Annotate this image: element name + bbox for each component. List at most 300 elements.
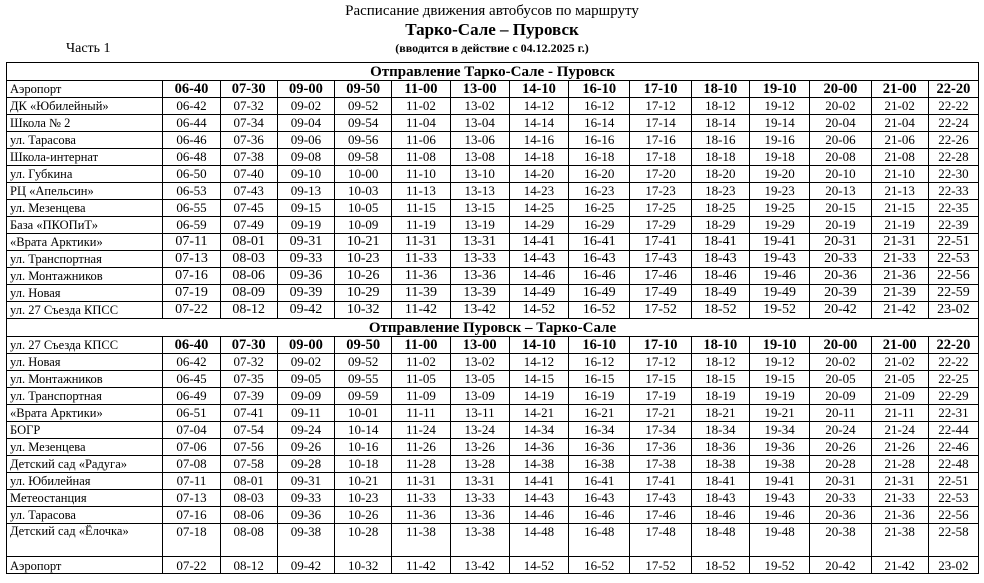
departure-time: 09-36 — [277, 268, 334, 285]
departure-time: 21-26 — [871, 439, 928, 456]
departure-time: 18-43 — [691, 490, 749, 507]
departure-time: 11-09 — [392, 388, 450, 405]
stop-name: ул. Губкина — [7, 166, 163, 183]
departure-time: 07-13 — [163, 251, 220, 268]
departure-time: 07-04 — [163, 422, 220, 439]
departure-time: 14-52 — [509, 557, 568, 574]
departure-time: 09-42 — [277, 557, 334, 574]
departure-time: 13-08 — [450, 149, 509, 166]
departure-time: 14-25 — [509, 200, 568, 217]
stop-name: ул. Мезенцева — [7, 200, 163, 217]
departure-time: 13-31 — [450, 234, 509, 251]
departure-time: 06-40 — [163, 337, 220, 354]
departure-time: 14-20 — [509, 166, 568, 183]
stop-name: Аэропорт — [7, 81, 163, 98]
first-stop-row — [7, 81, 979, 98]
stop-row — [7, 132, 979, 149]
departure-time: 19-49 — [749, 285, 809, 302]
departure-time: 14-14 — [509, 115, 568, 132]
departure-time: 17-49 — [630, 285, 691, 302]
departure-time: 20-31 — [810, 473, 871, 490]
departure-time: 16-25 — [569, 200, 630, 217]
departure-time: 16-52 — [569, 302, 630, 319]
departure-time: 08-12 — [220, 302, 277, 319]
departure-time: 07-35 — [220, 371, 277, 388]
departure-time: 19-41 — [749, 234, 809, 251]
departure-time: 22-58 — [928, 524, 978, 557]
departure-time: 18-14 — [691, 115, 749, 132]
departure-time: 21-00 — [871, 81, 928, 98]
departure-time: 18-34 — [691, 422, 749, 439]
departure-time: 21-31 — [871, 234, 928, 251]
departure-time: 11-42 — [392, 557, 450, 574]
stop-row — [7, 166, 979, 183]
stop-name: ул. Юбилейная — [7, 473, 163, 490]
departure-time: 11-06 — [392, 132, 450, 149]
departure-time: 21-13 — [871, 183, 928, 200]
departure-time: 23-02 — [928, 557, 978, 574]
departure-time: 23-02 — [928, 302, 978, 319]
stop-row — [7, 268, 979, 285]
stop-row — [7, 115, 979, 132]
departure-time: 07-32 — [220, 98, 277, 115]
departure-time: 20-33 — [810, 251, 871, 268]
departure-time: 22-56 — [928, 507, 978, 524]
departure-time: 09-31 — [277, 473, 334, 490]
stop-row — [7, 354, 979, 371]
departure-time: 20-42 — [810, 302, 871, 319]
departure-time: 11-33 — [392, 490, 450, 507]
stop-row — [7, 557, 979, 574]
departure-time: 06-46 — [163, 132, 220, 149]
departure-time: 08-03 — [220, 251, 277, 268]
departure-time: 21-02 — [871, 98, 928, 115]
departure-time: 17-46 — [630, 268, 691, 285]
departure-time: 16-46 — [569, 268, 630, 285]
departure-time: 14-43 — [509, 490, 568, 507]
stop-name: ул. Тарасова — [7, 132, 163, 149]
stop-name: База «ПКОПиТ» — [7, 217, 163, 234]
departure-time: 20-36 — [810, 507, 871, 524]
departure-time: 09-28 — [277, 456, 334, 473]
departure-time: 13-09 — [450, 388, 509, 405]
departure-time: 17-29 — [630, 217, 691, 234]
departure-time: 21-04 — [871, 115, 928, 132]
departure-time: 17-20 — [630, 166, 691, 183]
departure-time: 09-33 — [277, 251, 334, 268]
departure-time: 22-20 — [928, 337, 978, 354]
departure-time: 13-31 — [450, 473, 509, 490]
stop-row — [7, 200, 979, 217]
departure-time: 16-12 — [569, 354, 630, 371]
departure-time: 09-00 — [277, 81, 334, 98]
departure-time: 08-12 — [220, 557, 277, 574]
departure-time: 11-02 — [392, 98, 450, 115]
departure-time: 09-08 — [277, 149, 334, 166]
departure-time: 11-33 — [392, 251, 450, 268]
departure-time: 16-43 — [569, 490, 630, 507]
departure-time: 22-44 — [928, 422, 978, 439]
departure-time: 09-05 — [277, 371, 334, 388]
departure-time: 21-11 — [871, 405, 928, 422]
departure-time: 16-36 — [569, 439, 630, 456]
departure-time: 16-14 — [569, 115, 630, 132]
departure-time: 19-21 — [749, 405, 809, 422]
departure-time: 17-38 — [630, 456, 691, 473]
departure-time: 17-12 — [630, 98, 691, 115]
departure-time: 07-22 — [163, 557, 220, 574]
departure-time: 07-54 — [220, 422, 277, 439]
stop-row — [7, 302, 979, 319]
section-header-row — [7, 63, 979, 81]
first-stop-row — [7, 337, 979, 354]
departure-time: 14-38 — [509, 456, 568, 473]
departure-time: 18-46 — [691, 268, 749, 285]
stop-row — [7, 251, 979, 268]
departure-time: 19-46 — [749, 507, 809, 524]
departure-time: 20-31 — [810, 234, 871, 251]
departure-time: 09-09 — [277, 388, 334, 405]
departure-time: 19-43 — [749, 251, 809, 268]
departure-time: 13-36 — [450, 507, 509, 524]
departure-time: 16-16 — [569, 132, 630, 149]
departure-time: 18-48 — [691, 524, 749, 557]
departure-time: 16-10 — [569, 81, 630, 98]
departure-time: 11-26 — [392, 439, 450, 456]
departure-time: 21-33 — [871, 490, 928, 507]
departure-time: 16-10 — [569, 337, 630, 354]
departure-time: 19-14 — [749, 115, 809, 132]
departure-time: 09-56 — [335, 132, 392, 149]
departure-time: 20-28 — [810, 456, 871, 473]
departure-time: 09-06 — [277, 132, 334, 149]
departure-time: 13-42 — [450, 557, 509, 574]
departure-time: 11-31 — [392, 473, 450, 490]
departure-time: 11-19 — [392, 217, 450, 234]
departure-time: 08-03 — [220, 490, 277, 507]
departure-time: 16-23 — [569, 183, 630, 200]
departure-time: 21-24 — [871, 422, 928, 439]
departure-time: 19-15 — [749, 371, 809, 388]
departure-time: 10-26 — [335, 268, 392, 285]
departure-time: 09-39 — [277, 285, 334, 302]
departure-time: 20-39 — [810, 285, 871, 302]
departure-time: 19-38 — [749, 456, 809, 473]
departure-time: 20-38 — [810, 524, 871, 557]
departure-time: 09-54 — [335, 115, 392, 132]
departure-time: 10-32 — [335, 557, 392, 574]
effective-date: (вводится в действие с 04.12.2025 г.) — [395, 41, 589, 55]
stop-name: ул. Новая — [7, 354, 163, 371]
departure-time: 14-15 — [509, 371, 568, 388]
departure-time: 13-15 — [450, 200, 509, 217]
departure-time: 06-40 — [163, 81, 220, 98]
departure-time: 06-42 — [163, 354, 220, 371]
departure-time: 14-23 — [509, 183, 568, 200]
departure-time: 10-05 — [335, 200, 392, 217]
departure-time: 07-36 — [220, 132, 277, 149]
departure-time: 09-59 — [335, 388, 392, 405]
departure-time: 22-39 — [928, 217, 978, 234]
departure-time: 07-18 — [163, 524, 220, 557]
departure-time: 11-05 — [392, 371, 450, 388]
departure-time: 11-24 — [392, 422, 450, 439]
departure-time: 13-24 — [450, 422, 509, 439]
departure-time: 10-00 — [335, 166, 392, 183]
departure-time: 10-16 — [335, 439, 392, 456]
stop-row — [7, 217, 979, 234]
departure-time: 18-25 — [691, 200, 749, 217]
departure-time: 14-12 — [509, 354, 568, 371]
departure-time: 20-42 — [810, 557, 871, 574]
departure-time: 09-10 — [277, 166, 334, 183]
departure-time: 07-30 — [220, 81, 277, 98]
departure-time: 11-11 — [392, 405, 450, 422]
stop-row — [7, 490, 979, 507]
departure-time: 10-18 — [335, 456, 392, 473]
departure-time: 17-21 — [630, 405, 691, 422]
departure-time: 07-16 — [163, 507, 220, 524]
stop-row — [7, 371, 979, 388]
route-name: Тарко-Сале – Пуровск — [405, 20, 579, 39]
stop-name: ул. Транспортная — [7, 251, 163, 268]
departure-time: 14-34 — [509, 422, 568, 439]
departure-time: 21-05 — [871, 371, 928, 388]
departure-time: 13-13 — [450, 183, 509, 200]
departure-time: 13-33 — [450, 251, 509, 268]
departure-time: 13-28 — [450, 456, 509, 473]
departure-time: 22-59 — [928, 285, 978, 302]
departure-time: 09-31 — [277, 234, 334, 251]
departure-time: 22-35 — [928, 200, 978, 217]
departure-time: 11-08 — [392, 149, 450, 166]
departure-time: 16-43 — [569, 251, 630, 268]
departure-time: 21-19 — [871, 217, 928, 234]
departure-time: 16-29 — [569, 217, 630, 234]
departure-time: 16-48 — [569, 524, 630, 557]
departure-time: 13-19 — [450, 217, 509, 234]
departure-time: 21-06 — [871, 132, 928, 149]
departure-time: 08-01 — [220, 473, 277, 490]
departure-time: 16-38 — [569, 456, 630, 473]
departure-time: 19-10 — [749, 81, 809, 98]
departure-time: 21-33 — [871, 251, 928, 268]
departure-time: 17-41 — [630, 473, 691, 490]
stop-row — [7, 473, 979, 490]
departure-time: 14-10 — [509, 337, 568, 354]
departure-time: 11-36 — [392, 268, 450, 285]
departure-time: 14-41 — [509, 473, 568, 490]
departure-time: 20-04 — [810, 115, 871, 132]
departure-time: 17-48 — [630, 524, 691, 557]
departure-time: 18-43 — [691, 251, 749, 268]
departure-time: 22-20 — [928, 81, 978, 98]
departure-time: 16-41 — [569, 234, 630, 251]
departure-time: 18-10 — [691, 337, 749, 354]
departure-time: 07-41 — [220, 405, 277, 422]
departure-time: 06-48 — [163, 149, 220, 166]
departure-time: 11-39 — [392, 285, 450, 302]
departure-time: 21-08 — [871, 149, 928, 166]
departure-time: 17-41 — [630, 234, 691, 251]
departure-time: 17-43 — [630, 251, 691, 268]
departure-time: 10-29 — [335, 285, 392, 302]
departure-time: 19-43 — [749, 490, 809, 507]
departure-time: 18-10 — [691, 81, 749, 98]
departure-time: 09-04 — [277, 115, 334, 132]
departure-time: 11-36 — [392, 507, 450, 524]
departure-time: 13-00 — [450, 337, 509, 354]
departure-time: 20-06 — [810, 132, 871, 149]
departure-time: 17-16 — [630, 132, 691, 149]
stop-name: ул. Монтажников — [7, 371, 163, 388]
departure-time: 22-48 — [928, 456, 978, 473]
departure-time: 09-42 — [277, 302, 334, 319]
departure-time: 09-15 — [277, 200, 334, 217]
section-header-row — [7, 319, 979, 337]
departure-time: 18-29 — [691, 217, 749, 234]
stop-name: ул. 27 Съезда КПСС — [7, 337, 163, 354]
departure-time: 17-23 — [630, 183, 691, 200]
departure-time: 16-12 — [569, 98, 630, 115]
departure-time: 19-12 — [749, 354, 809, 371]
departure-time: 09-26 — [277, 439, 334, 456]
departure-time: 11-15 — [392, 200, 450, 217]
departure-time: 21-36 — [871, 268, 928, 285]
departure-time: 07-34 — [220, 115, 277, 132]
departure-time: 21-10 — [871, 166, 928, 183]
departure-time: 06-50 — [163, 166, 220, 183]
stop-name: ул. Новая — [7, 285, 163, 302]
stop-row — [7, 149, 979, 166]
departure-time: 22-53 — [928, 251, 978, 268]
departure-time: 21-38 — [871, 524, 928, 557]
departure-time: 17-19 — [630, 388, 691, 405]
departure-time: 19-46 — [749, 268, 809, 285]
departure-time: 17-36 — [630, 439, 691, 456]
departure-time: 09-52 — [335, 98, 392, 115]
departure-time: 07-13 — [163, 490, 220, 507]
departure-time: 18-38 — [691, 456, 749, 473]
departure-time: 20-11 — [810, 405, 871, 422]
departure-time: 16-52 — [569, 557, 630, 574]
departure-time: 17-12 — [630, 354, 691, 371]
departure-time: 07-38 — [220, 149, 277, 166]
departure-time: 14-49 — [509, 285, 568, 302]
document-header — [0, 0, 984, 62]
departure-time: 13-02 — [450, 354, 509, 371]
departure-time: 18-12 — [691, 354, 749, 371]
departure-time: 13-33 — [450, 490, 509, 507]
departure-time: 21-15 — [871, 200, 928, 217]
stop-name: ДК «Юбилейный» — [7, 98, 163, 115]
departure-time: 22-22 — [928, 354, 978, 371]
departure-time: 21-36 — [871, 507, 928, 524]
stop-name: Метеостанция — [7, 490, 163, 507]
departure-time: 07-11 — [163, 234, 220, 251]
departure-time: 20-08 — [810, 149, 871, 166]
departure-time: 10-21 — [335, 234, 392, 251]
departure-time: 13-38 — [450, 524, 509, 557]
departure-time: 21-28 — [871, 456, 928, 473]
departure-time: 13-26 — [450, 439, 509, 456]
departure-time: 19-48 — [749, 524, 809, 557]
departure-time: 18-20 — [691, 166, 749, 183]
departure-time: 20-33 — [810, 490, 871, 507]
departure-time: 20-13 — [810, 183, 871, 200]
departure-time: 16-41 — [569, 473, 630, 490]
departure-time: 16-20 — [569, 166, 630, 183]
departure-time: 20-09 — [810, 388, 871, 405]
departure-time: 13-39 — [450, 285, 509, 302]
departure-time: 17-18 — [630, 149, 691, 166]
departure-time: 18-15 — [691, 371, 749, 388]
departure-time: 11-28 — [392, 456, 450, 473]
stop-row — [7, 507, 979, 524]
departure-time: 13-00 — [450, 81, 509, 98]
departure-time: 09-55 — [335, 371, 392, 388]
departure-time: 21-42 — [871, 302, 928, 319]
departure-time: 21-09 — [871, 388, 928, 405]
departure-time: 18-36 — [691, 439, 749, 456]
departure-time: 17-25 — [630, 200, 691, 217]
document-title: Расписание движения автобусов по маршруту — [345, 3, 639, 19]
departure-time: 07-39 — [220, 388, 277, 405]
departure-time: 11-04 — [392, 115, 450, 132]
stop-name: Школа-интернат — [7, 149, 163, 166]
departure-time: 18-21 — [691, 405, 749, 422]
stop-name: ул. Монтажников — [7, 268, 163, 285]
departure-time: 19-29 — [749, 217, 809, 234]
departure-time: 22-33 — [928, 183, 978, 200]
departure-time: 22-25 — [928, 371, 978, 388]
departure-time: 07-32 — [220, 354, 277, 371]
departure-time: 18-23 — [691, 183, 749, 200]
stop-name: Аэропорт — [7, 557, 163, 574]
departure-time: 21-02 — [871, 354, 928, 371]
departure-time: 11-13 — [392, 183, 450, 200]
part-label: Часть 1 — [66, 41, 111, 56]
departure-time: 11-00 — [392, 337, 450, 354]
departure-time: 17-10 — [630, 337, 691, 354]
departure-time: 14-46 — [509, 507, 568, 524]
stop-row — [7, 183, 979, 200]
departure-time: 09-50 — [335, 337, 392, 354]
departure-time: 08-08 — [220, 524, 277, 557]
departure-time: 20-26 — [810, 439, 871, 456]
departure-time: 16-46 — [569, 507, 630, 524]
departure-time: 17-52 — [630, 557, 691, 574]
departure-time: 19-16 — [749, 132, 809, 149]
stop-row — [7, 285, 979, 302]
stop-name: Детский сад «Радуга» — [7, 456, 163, 473]
departure-time: 22-29 — [928, 388, 978, 405]
stop-name: РЦ «Апельсин» — [7, 183, 163, 200]
departure-time: 17-46 — [630, 507, 691, 524]
departure-time: 06-45 — [163, 371, 220, 388]
departure-time: 22-46 — [928, 439, 978, 456]
departure-time: 10-28 — [335, 524, 392, 557]
departure-time: 09-13 — [277, 183, 334, 200]
departure-time: 22-26 — [928, 132, 978, 149]
departure-time: 07-58 — [220, 456, 277, 473]
departure-time: 08-01 — [220, 234, 277, 251]
departure-time: 22-31 — [928, 405, 978, 422]
departure-time: 14-16 — [509, 132, 568, 149]
stop-row — [7, 524, 979, 557]
departure-time: 11-10 — [392, 166, 450, 183]
departure-time: 06-51 — [163, 405, 220, 422]
